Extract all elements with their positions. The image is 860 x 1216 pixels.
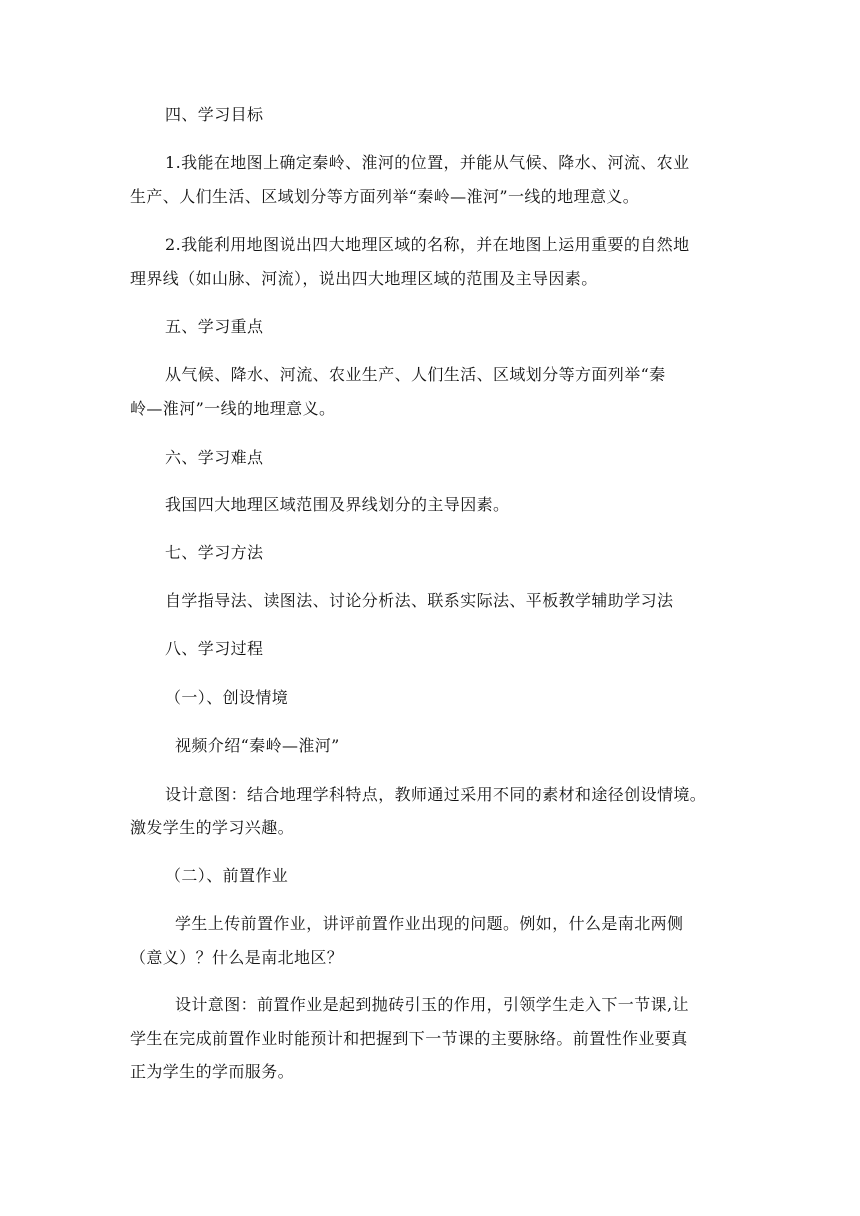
section-heading-difficulties: 六、学习难点 bbox=[165, 448, 264, 467]
video-intro-text: 视频介绍“秦岭—淮河” bbox=[175, 736, 340, 755]
goal-2-line-2: 理界线（如山脉、河流），说出四大地理区域的范围及主导因素。 bbox=[130, 269, 598, 288]
section-heading-process: 八、学习过程 bbox=[165, 639, 264, 658]
difficulties-text: 我国四大地理区域范围及界线划分的主导因素。 bbox=[165, 495, 510, 514]
subheading-create-scenario: （一）、创设情境 bbox=[165, 688, 289, 707]
key-points-line-1: 从气候、降水、河流、农业生产、人们生活、区域划分等方面列举“秦 bbox=[165, 365, 666, 384]
design-intent-2-line-3: 正为学生的学而服务。 bbox=[130, 1062, 295, 1081]
section-heading-learning-goals: 四、学习目标 bbox=[165, 105, 264, 124]
design-intent-1-line-1: 设计意图：结合地理学科特点，教师通过采用不同的素材和途径创设情境。 bbox=[165, 785, 707, 804]
goal-1-line-2: 生产、人们生活、区域划分等方面列举“秦岭—淮河”一线的地理意义。 bbox=[130, 187, 640, 206]
key-points-line-2: 岭—淮河”一线的地理意义。 bbox=[130, 399, 336, 418]
design-intent-2-line-2: 学生在完成前置作业时能预计和把握到下一节课的主要脉络。前置性作业要真 bbox=[130, 1029, 688, 1048]
methods-text: 自学指导法、读图法、讨论分析法、联系实际法、平板教学辅助学习法 bbox=[165, 591, 674, 610]
pre-assignment-line-2: （意义）？什么是南北地区？ bbox=[130, 948, 344, 967]
pre-assignment-line-1: 学生上传前置作业，讲评前置作业出现的问题。例如，什么是南北两侧 bbox=[175, 914, 684, 933]
subheading-pre-assignment: （二）、前置作业 bbox=[165, 866, 289, 885]
section-heading-methods: 七、学习方法 bbox=[165, 543, 264, 562]
goal-1-line-1: 1.我能在地图上确定秦岭、淮河的位置，并能从气候、降水、河流、农业 bbox=[165, 153, 690, 172]
goal-2-line-1: 2.我能利用地图说出四大地理区域的名称，并在地图上运用重要的自然地 bbox=[165, 235, 690, 254]
design-intent-2-line-1: 设计意图：前置作业是起到抛砖引玉的作用，引领学生走入下一节课,让 bbox=[175, 995, 689, 1014]
design-intent-1-line-2: 激发学生的学习兴趣。 bbox=[130, 818, 295, 837]
section-heading-key-points: 五、学习重点 bbox=[165, 317, 264, 336]
